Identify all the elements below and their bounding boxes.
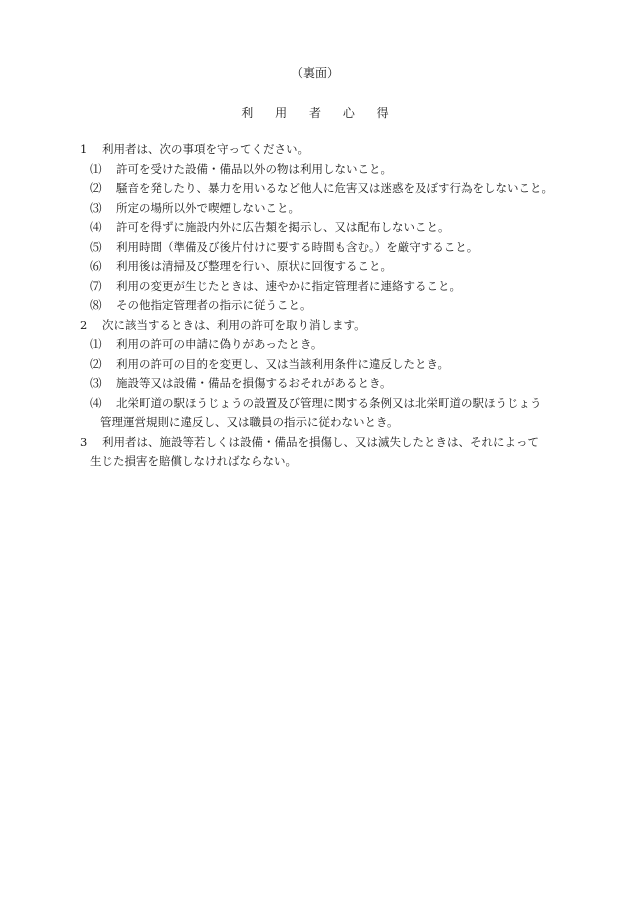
item-number: ⑶ bbox=[90, 376, 102, 390]
section-number: 3 bbox=[80, 434, 88, 449]
section-text: 次に該当するときは、利用の許可を取り消します。 bbox=[102, 317, 366, 332]
section-3 bbox=[80, 433, 580, 453]
list-item bbox=[80, 238, 580, 258]
title-char: 得 bbox=[376, 106, 389, 120]
item-number: ⑴ bbox=[90, 337, 102, 351]
item-text: その他指定管理者の指示に従うこと。 bbox=[116, 298, 312, 312]
item-number: ⑻ bbox=[90, 298, 102, 312]
title-char: 心 bbox=[342, 106, 355, 120]
item-text: 利用の変更が生じたときは、速やかに指定管理者に連絡すること。 bbox=[116, 278, 461, 293]
page-label: （裏面） bbox=[290, 66, 339, 80]
item-text: 騒音を発したり、暴力を用いるなど他人に危害又は迷惑を及ぼす行為をしないこと。 bbox=[116, 181, 553, 195]
item-number: ⑺ bbox=[90, 278, 102, 293]
list-item bbox=[80, 179, 580, 199]
item-text: 許可を受けた設備・備品以外の物は利用しないこと。 bbox=[116, 161, 392, 176]
item-text: 許可を得ずに施設内外に広告類を掲示し、又は配布しないこと。 bbox=[116, 220, 450, 234]
item-number: ⑸ bbox=[90, 239, 102, 254]
item-number: ⑴ bbox=[90, 161, 102, 176]
item-number: ⑶ bbox=[90, 200, 102, 215]
section-number: 2 bbox=[80, 317, 88, 332]
title-char: 者 bbox=[308, 106, 321, 120]
item-text: 利用後は清掃及び整理を行い、原状に回復すること。 bbox=[116, 259, 392, 273]
item-number: ⑷ bbox=[90, 220, 102, 234]
list-item bbox=[80, 277, 580, 297]
item-text: 利用の許可の申請に偽りがあったとき。 bbox=[116, 337, 323, 351]
item-number: ⑹ bbox=[90, 259, 102, 273]
list-item bbox=[80, 257, 580, 277]
item-number: ⑵ bbox=[90, 181, 102, 195]
title-char: 用 bbox=[275, 106, 288, 120]
document-title bbox=[0, 104, 630, 121]
list-item bbox=[80, 355, 580, 375]
item-text: 所定の場所以外で喫煙しないこと。 bbox=[116, 200, 300, 215]
item-text: 利用時間（準備及び後片付けに要する時間も含む。）を厳守すること。 bbox=[116, 239, 479, 254]
list-item bbox=[80, 218, 580, 238]
section-1 bbox=[80, 140, 580, 160]
section-text: 利用者は、次の事項を守ってください。 bbox=[102, 142, 309, 156]
item-text: 利用の許可の目的を変更し、又は当該利用条件に違反したとき。 bbox=[116, 356, 450, 371]
item-number: ⑷ bbox=[90, 395, 102, 410]
title-char: 利 bbox=[241, 106, 254, 120]
section-continuation: 生じた損害を賠償しなければならない。 bbox=[90, 454, 297, 468]
item-text: 施設等又は設備・備品を損傷するおそれがあるとき。 bbox=[116, 376, 392, 390]
list-item-continuation: 管理運営規則に違反し、又は職員の指示に従わないとき。 bbox=[100, 415, 399, 429]
item-number: ⑵ bbox=[90, 356, 102, 371]
list-item bbox=[80, 394, 580, 414]
list-item bbox=[80, 374, 580, 394]
section-number: 1 bbox=[80, 142, 88, 156]
list-item bbox=[80, 296, 580, 316]
section-2 bbox=[80, 316, 580, 336]
list-item bbox=[80, 160, 580, 180]
list-item bbox=[80, 199, 580, 219]
list-item bbox=[80, 335, 580, 355]
item-text: 北栄町道の駅ほうじょうの設置及び管理に関する条例又は北栄町道の駅ほうじょう bbox=[116, 395, 542, 410]
document-body bbox=[80, 140, 580, 472]
section-text: 利用者は、施設等若しくは設備・備品を損傷し、又は滅失したときは、それによって bbox=[102, 434, 539, 449]
